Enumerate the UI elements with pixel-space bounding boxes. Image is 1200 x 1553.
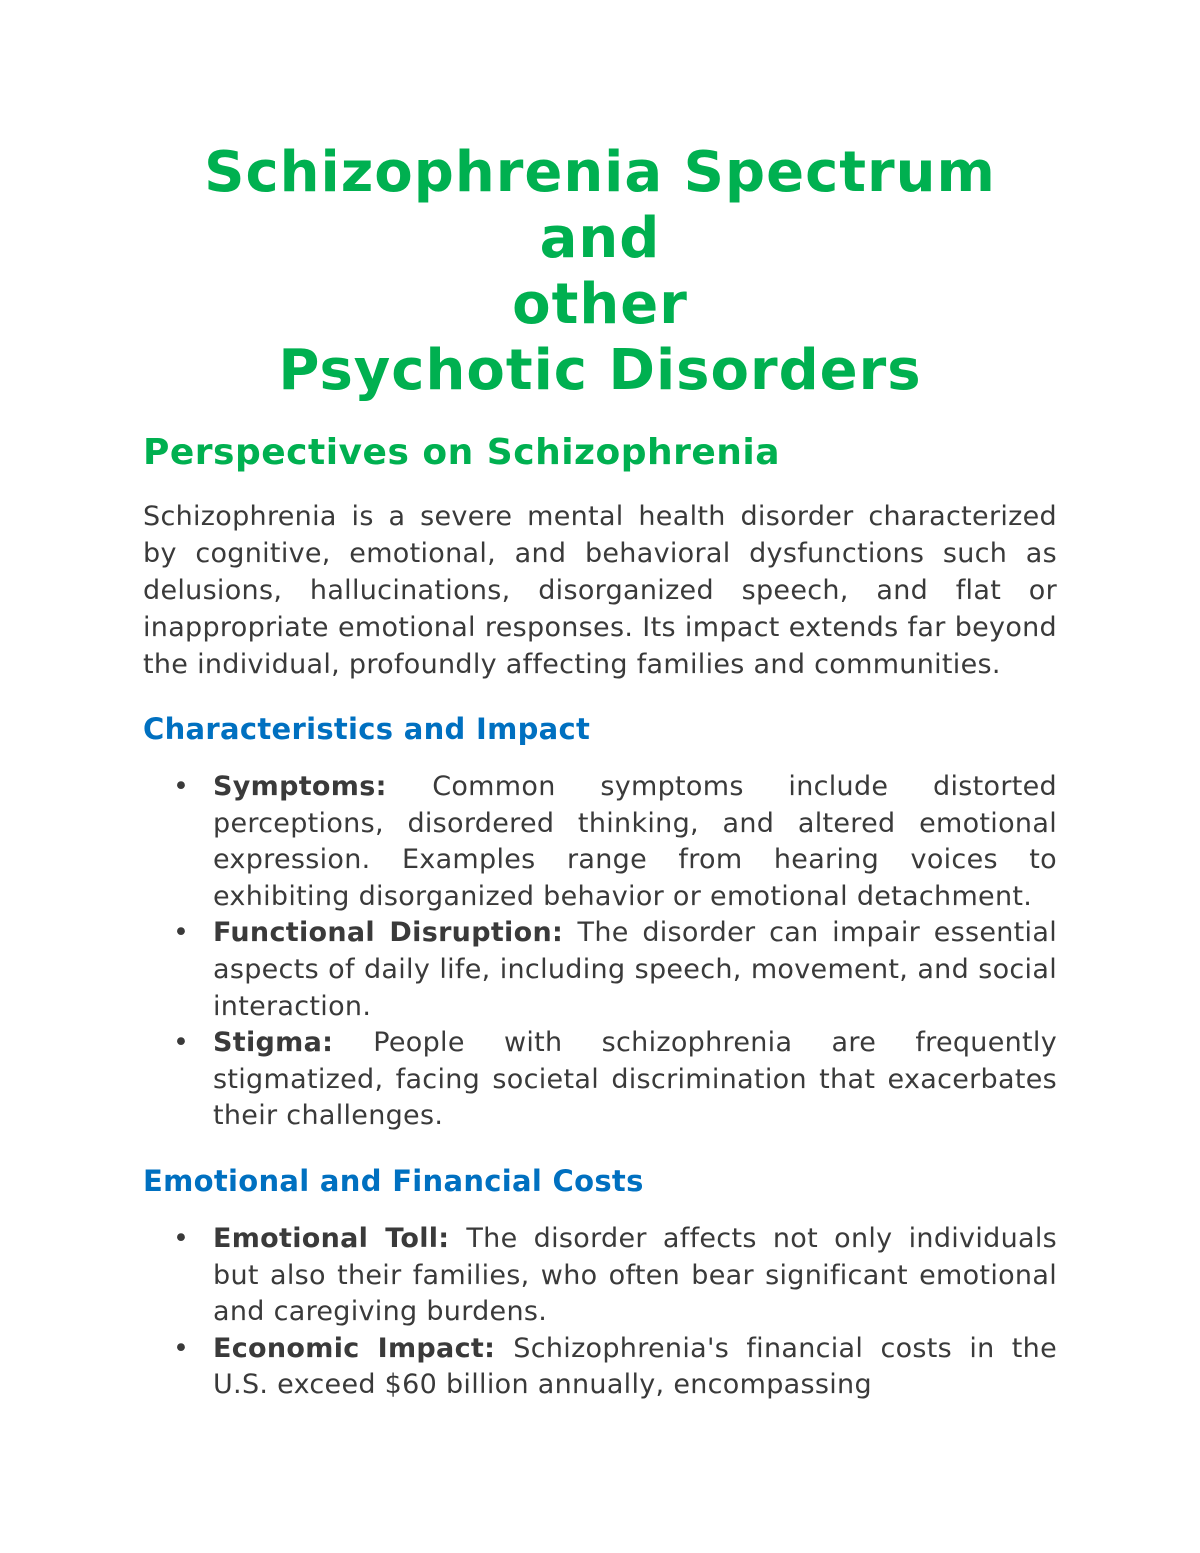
- costs-list: [143, 1221, 1057, 1404]
- list-item: [143, 915, 1057, 1025]
- intro-paragraph: Schizophrenia is a severe mental health disorder characterized by cognitive, emotional, and behavioral dysfunctions such as delusions, hallucinations, disorganized speech, and flat or inappropriate emotional responses. Its impact extends far beyond the individual, profoundly affecting families and communities.: [143, 501, 1057, 680]
- bullet-text: The disorder can impair essential aspects of daily life, including speech, movement, and social interaction.: [213, 917, 1057, 1022]
- bullet-text: People with schizophrenia are frequently stigmatized, facing societal discrimination that exacerbates their challenges.: [213, 1027, 1057, 1132]
- list-item: [143, 1025, 1057, 1135]
- list-item: [143, 769, 1057, 915]
- heading-characteristics: Characteristics and Impact: [143, 712, 591, 746]
- bullet-term: Emotional Toll:: [213, 1222, 467, 1254]
- bullet-term: Economic Impact:: [213, 1332, 514, 1364]
- document-title: [143, 140, 1057, 404]
- bullet-icon: •: [173, 1222, 190, 1254]
- bullet-term: Stigma:: [213, 1027, 374, 1059]
- document-page: [143, 140, 1057, 1404]
- bullet-term: Symptoms:: [213, 771, 433, 802]
- heading-costs: Emotional and Financial Costs: [143, 1163, 644, 1198]
- bullet-text: The disorder affects not only individuals but also their families, who often bear significant emotional and caregiving burdens.: [213, 1222, 1057, 1328]
- list-item: [143, 1221, 1057, 1331]
- bullet-icon: •: [173, 1332, 190, 1364]
- bullet-term: Functional Disruption:: [213, 917, 578, 949]
- bullet-text: Common symptoms include distorted perceptions, disordered thinking, and altered emotional expression. Examples range from hearing voices to exhibiting disorganized behavior or emotional detachment.: [213, 771, 1057, 912]
- bullet-icon: •: [173, 1027, 190, 1059]
- bullet-icon: •: [173, 771, 190, 802]
- heading-perspectives: Perspectives on Schizophrenia: [143, 432, 781, 473]
- list-item: [143, 1331, 1057, 1404]
- title-line-2: other: [512, 272, 688, 337]
- title-line-1: Schizophrenia Spectrum and: [204, 140, 996, 271]
- bullet-text: Schizophrenia's financial costs in the U.S. exceed $60 billion annually, encompassing: [213, 1332, 1058, 1401]
- bullet-icon: •: [173, 917, 190, 949]
- characteristics-list: [143, 769, 1057, 1135]
- section-characteristics: [143, 709, 1057, 1135]
- section-costs: [143, 1161, 1057, 1404]
- title-line-3: Psychotic Disorders: [278, 338, 922, 403]
